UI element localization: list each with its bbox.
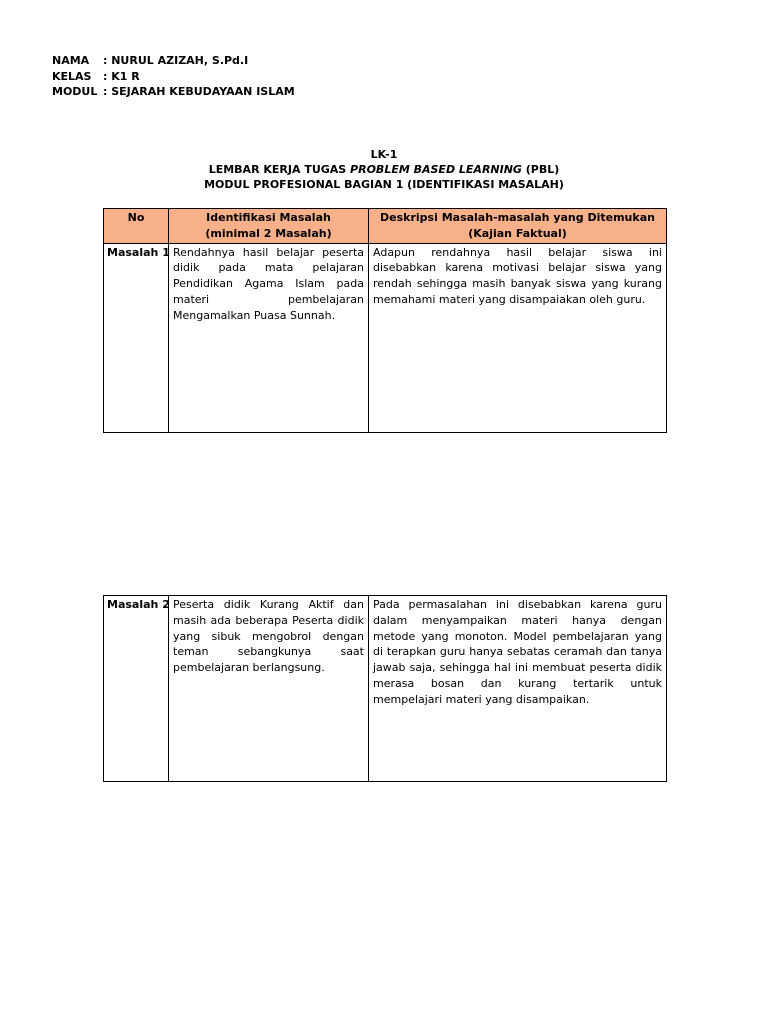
identity-value: : SEJARAH KEBUDAYAAN ISLAM [103, 85, 295, 98]
heading-title [0, 162, 768, 177]
header-no: No [104, 209, 169, 244]
heading-title-suffix: (PBL) [521, 163, 560, 176]
problem-table-page-1 [103, 208, 667, 433]
row-deskripsi: Adapun rendahnya hasil belajar siswa ini disebabkan karena motivasi belajar siswa yang rendah sehingga masih banyak siswa yang kurang memahami materi yang disampaiakan oleh guru. [369, 243, 667, 432]
heading-subtitle: MODUL PROFESIONAL BAGIAN 1 (IDENTIFIKASI MASALAH) [204, 178, 564, 191]
row-no: Masalah 2 [104, 596, 169, 782]
table-row [104, 243, 667, 432]
document-heading [0, 147, 768, 192]
row-identifikasi: Rendahnya hasil belajar peserta didik pada mata pelajaran Pendidikan Agama Islam pada materi pembelajaran Mengamalkan Puasa Sunnah. [169, 243, 369, 432]
heading-title-italic: PROBLEM BASED LEARNING [350, 163, 522, 176]
problem-table-page-2 [103, 595, 667, 782]
table-header-row [104, 209, 667, 244]
header-deskripsi: Deskripsi Masalah-masalah yang Ditemukan (Kajian Faktual) [369, 209, 667, 244]
identity-value: : NURUL AZIZAH, S.Pd.I [103, 54, 249, 67]
identity-row-nama [52, 53, 295, 69]
identity-row-kelas [52, 69, 295, 85]
identity-row-modul [52, 84, 295, 100]
identity-label: NAMA [52, 54, 90, 67]
heading-lk-number: LK-1 [370, 148, 398, 161]
header-identifikasi-line1: Identifikasi Masalah [206, 211, 331, 224]
heading-title-prefix: LEMBAR KERJA TUGAS [208, 163, 351, 176]
row-identifikasi: Peserta didik Kurang Aktif dan masih ada beberapa Peserta didik yang sibuk mengobrol dengan teman sebangkunya saat pembelajaran berlangsung. [169, 596, 369, 782]
table-row [104, 596, 667, 782]
header-identifikasi-line2: (minimal 2 Masalah) [205, 226, 332, 240]
identity-label: KELAS [52, 69, 92, 83]
row-deskripsi: Pada permasalahan ini disebabkan karena guru dalam menyampaikan materi hanya dengan metode yang monoton. Model pembelajaran yang di terapkan guru hanya sebatas ceramah dan tanya jawab saja, sehingga hal ini membuat peserta didik merasa bosan dan kurang tertarik untuk mempelajari materi yang disampaikan. [369, 596, 667, 782]
identity-block [52, 53, 295, 100]
identity-label: MODUL [52, 85, 98, 98]
row-no: Masalah 1 [104, 243, 169, 432]
identity-value: : K1 R [103, 69, 140, 83]
header-identifikasi [169, 209, 369, 244]
